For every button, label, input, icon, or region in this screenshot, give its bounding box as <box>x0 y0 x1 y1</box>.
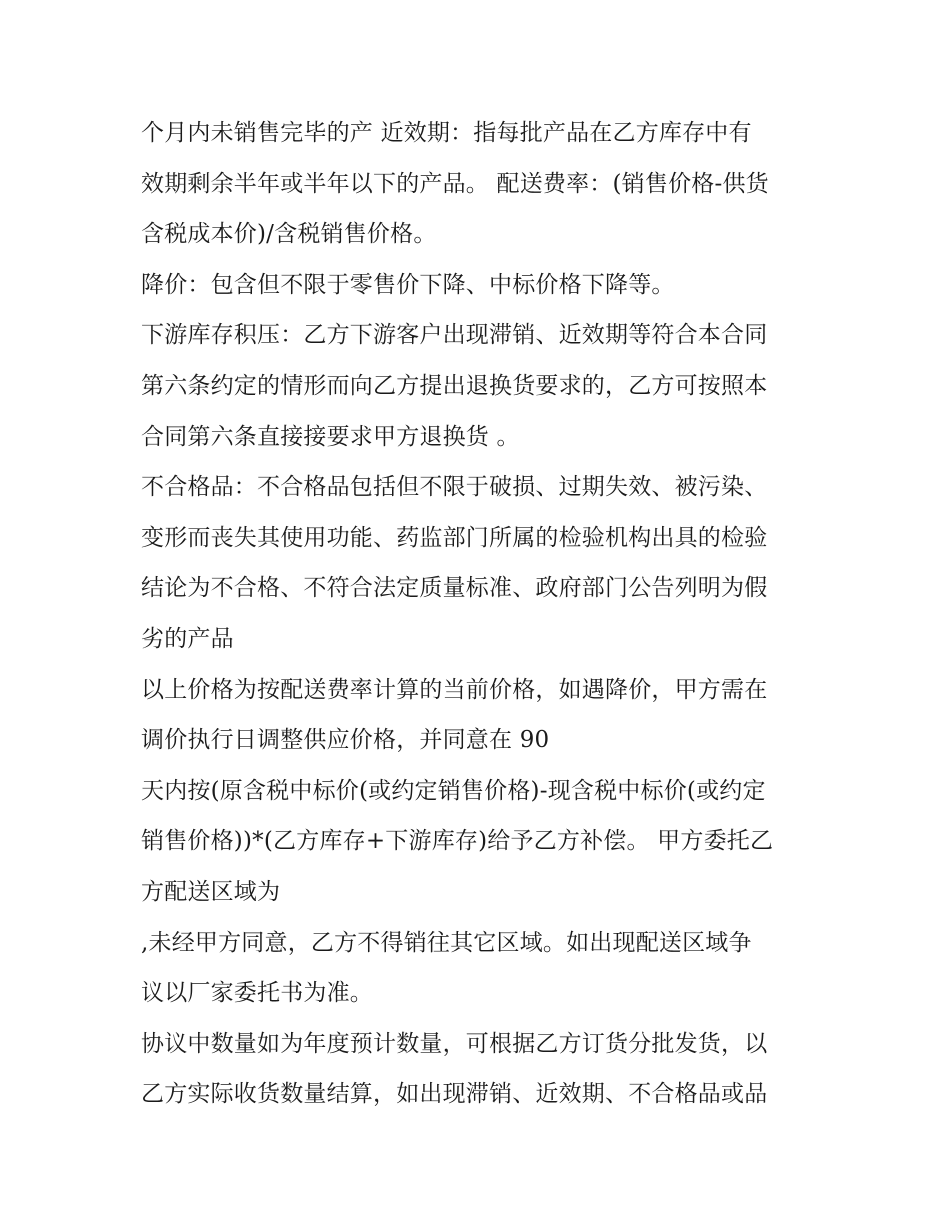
text-line: 含税成本价)/含税销售价格。 <box>141 221 437 248</box>
text-line: 第六条约定的情形而向乙方提出退换货要求的，乙方可按照本 <box>141 372 768 399</box>
text-line: 效期剩余半年或半年以下的产品。 配送费率：(销售价格-供货 <box>141 170 769 197</box>
text-line: 劣的产品 <box>141 625 234 652</box>
text-line: 方配送区域为 <box>141 878 281 905</box>
text-line: 乙方实际收货数量结算，如出现滞销、近效期、不合格品或品 <box>141 1081 768 1108</box>
text-line: 调价执行日调整供应价格，并同意在 90 <box>141 727 550 754</box>
text-line: 结论为不合格、不符合法定质量标准、政府部门公告列明为假 <box>141 575 768 602</box>
text-line: ,未经甲方同意，乙方不得销往其它区域。如出现配送区域争 <box>141 929 752 956</box>
text-line: 议以厂家委托书为准。 <box>141 980 373 1007</box>
text-line: 不合格品：不合格品包括但不限于破损、过期失效、被污染、 <box>141 474 768 501</box>
text-line: 合同第六条直接接要求甲方退换货 。 <box>141 423 520 450</box>
text-line: 变形而丧失其使用功能、药监部门所属的检验机构出具的检验 <box>141 524 768 551</box>
text-line: 以上价格为按配送费率计算的当前价格，如遇降价，甲方需在 <box>141 676 768 703</box>
text-line: 降价：包含但不限于零售价下降、中标价格下降等。 <box>141 271 675 298</box>
text-line: 销售价格))*(乙方库存+下游库存)给予乙方补偿。 甲方委托乙 <box>141 828 774 855</box>
text-line: 下游库存积压：乙方下游客户出现滞销、近效期等符合本合同 <box>141 322 768 349</box>
text-line: 天内按(原含税中标价(或约定销售价格)-现含税中标价(或约定 <box>141 777 766 804</box>
document-body <box>141 108 821 1120</box>
text-line: 协议中数量如为年度预计数量，可根据乙方订货分批发货，以 <box>141 1030 768 1057</box>
text-line: 个月内未销售完毕的产 近效期：指每批产品在乙方库存中有 <box>141 120 752 146</box>
